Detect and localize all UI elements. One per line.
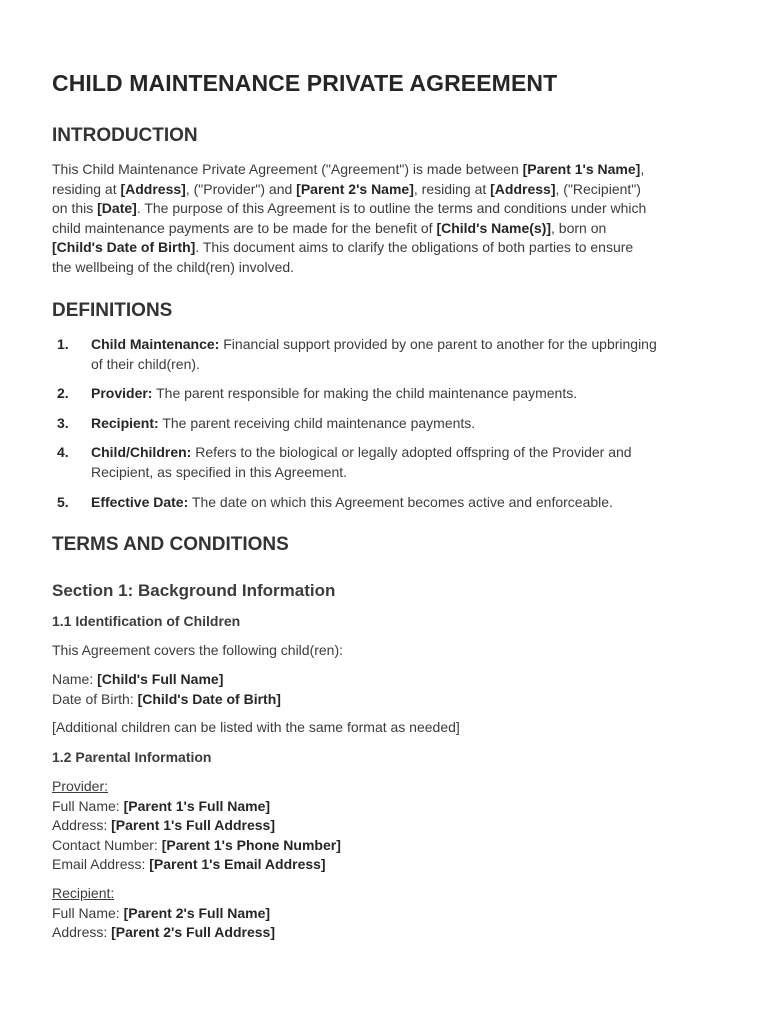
intro-text: , ("Recipient") [555,180,641,197]
definition-text: The date on which this Agreement becomes active and enforceable. [188,493,613,510]
field-label: Address: [52,924,112,941]
definitions-list [52,335,732,522]
provider-label: Provider: [52,778,109,794]
field-label: Full Name: [52,797,124,814]
placeholder-recipient-address: [Parent 2's Full Address] [111,924,275,941]
intro-text: , [640,161,645,177]
definition-text: Refers to the biological or legally adopted offspring of the Provider and [191,444,632,461]
placeholder-provider-email: [Parent 1's Email Address] [149,856,326,873]
child-details [52,670,732,709]
intro-text: residing at [52,180,121,197]
placeholder-provider-name: [Parent 1's Full Name] [123,797,271,814]
definition-text: The parent receiving child maintenance payments. [158,414,476,431]
intro-text: . The purpose of this Agreement is to outline the terms and conditions under which [136,200,647,217]
recipient-label: Recipient: [52,885,115,901]
definition-text: of their child(ren). [91,355,200,372]
subsection-1-2-heading: 1.2 Parental Information [52,749,212,765]
placeholder-address: [Address] [120,180,186,197]
definition-term: Recipient: [91,414,159,431]
intro-text: , ("Provider") and [185,180,297,197]
subsection-1-1-heading: 1.1 Identification of Children [52,613,241,629]
intro-text: , residing at [413,180,491,197]
field-label: Contact Number: [52,836,162,853]
field-label: Address: [52,817,112,834]
definition-item [52,443,732,482]
children-intro: This Agreement covers the following child(ren): [52,642,344,658]
terms-heading: TERMS AND CONDITIONS [52,534,289,555]
section1-heading: Section 1: Background Information [52,581,336,600]
item-number: 2. [57,385,69,402]
placeholder-child-dob: [Child's Date of Birth] [52,239,196,256]
placeholder-address: [Address] [490,180,556,197]
intro-text: This Child Maintenance Private Agreement ("Agreement") is made between [52,161,523,177]
placeholder-recipient-name: [Parent 2's Full Name] [123,904,271,921]
definition-item [52,384,732,404]
item-number: 1. [57,336,69,352]
definitions-heading: DEFINITIONS [52,300,173,321]
definition-term: Provider: [91,385,153,402]
placeholder-child-full-name: [Child's Full Name] [97,671,224,687]
field-label: Full Name: [52,904,124,921]
placeholder-provider-phone: [Parent 1's Phone Number] [161,836,341,853]
recipient-details [52,884,732,943]
placeholder-child-dob: [Child's Date of Birth] [137,690,281,707]
document-title: CHILD MAINTENANCE PRIVATE AGREEMENT [52,70,558,96]
definition-item [52,414,732,434]
additional-children-note: [Additional children can be listed with the same format as needed] [52,719,460,735]
field-label: Email Address: [52,856,150,873]
definition-text: Recipient, as specified in this Agreement. [91,463,348,480]
field-label: Date of Birth: [52,690,138,707]
definition-text: Financial support provided by one parent to another for the upbringing [219,336,657,352]
item-number: 4. [57,444,69,461]
definition-text: The parent responsible for making the child maintenance payments. [152,385,578,402]
placeholder-date: [Date] [97,200,137,217]
field-label: Name: [52,671,98,687]
item-number: 5. [57,493,69,510]
definition-item [52,335,732,374]
placeholder-parent1-name: [Parent 1's Name] [522,161,641,177]
definition-item [52,493,732,513]
definition-term: Child Maintenance: [91,336,220,352]
introduction-heading: INTRODUCTION [52,125,198,146]
intro-text: child maintenance payments are to be made for the benefit of [52,219,437,236]
intro-text: the wellbeing of the child(ren) involved. [52,258,295,275]
provider-details [52,777,732,875]
intro-text: on this [52,200,98,217]
placeholder-provider-address: [Parent 1's Full Address] [111,817,275,834]
definition-term: Effective Date: [91,493,189,510]
intro-text: . This document aims to clarify the obligations of both parties to ensure [195,239,634,256]
placeholder-child-names: [Child's Name(s)] [436,219,552,236]
definition-term: Child/Children: [91,444,192,461]
item-number: 3. [57,414,69,431]
placeholder-parent2-name: [Parent 2's Name] [296,180,414,197]
introduction-paragraph [52,160,732,278]
intro-text: , born on [551,219,607,236]
